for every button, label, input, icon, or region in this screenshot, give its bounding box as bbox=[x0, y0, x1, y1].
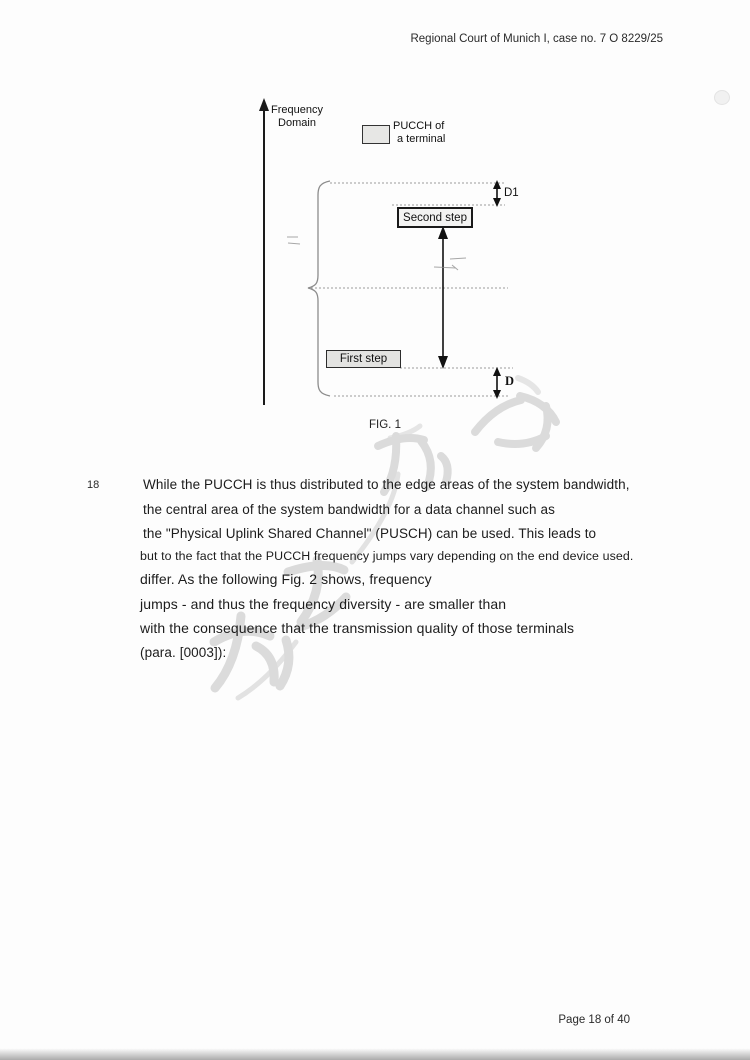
figure-1 bbox=[0, 95, 750, 445]
figure-caption: FIG. 1 bbox=[369, 419, 401, 431]
d1-label: D1 bbox=[504, 187, 519, 199]
paragraph-number: 18 bbox=[87, 479, 100, 491]
pucch-legend-swatch bbox=[362, 125, 390, 144]
axis-title-line1: Frequency bbox=[271, 104, 323, 116]
frequency-jump-arrow bbox=[438, 226, 448, 369]
paragraph-line: While the PUCCH is thus distributed to the edge areas of the system bandwidth, bbox=[143, 477, 630, 492]
page-indicator: Page 18 of 40 bbox=[558, 1014, 630, 1026]
tiny-annotation-arrow bbox=[434, 258, 466, 270]
paragraph-line: but to the fact that the PUCCH frequency jumps vary depending on the end device used. bbox=[140, 549, 634, 563]
legend-label-line1: PUCCH of bbox=[393, 120, 445, 132]
legend-label-line2: a terminal bbox=[397, 132, 446, 145]
first-step-box: First step bbox=[326, 350, 401, 368]
axis-title-line2: Domain bbox=[278, 116, 316, 129]
d-distance-arrow bbox=[493, 367, 501, 399]
paragraph-line: the "Physical Uplink Shared Channel" (PUSCH) can be used. This leads to bbox=[143, 526, 597, 541]
tiny-annotation-brace bbox=[287, 237, 300, 244]
second-step-box: Second step bbox=[397, 207, 473, 228]
paragraph-line: jumps - and thus the frequency diversity - are smaller than bbox=[140, 596, 507, 612]
case-reference: Regional Court of Munich I, case no. 7 O 8229/25 bbox=[410, 33, 663, 45]
axis-title bbox=[266, 104, 328, 129]
d1-distance-arrow bbox=[493, 180, 501, 207]
pucch-legend-label bbox=[393, 120, 445, 145]
paragraph-line: (para. [0003]): bbox=[140, 645, 227, 660]
paragraph-line: with the consequence that the transmission quality of those terminals bbox=[140, 620, 575, 636]
figure-1-drawing bbox=[0, 95, 750, 445]
d-label: D bbox=[505, 374, 515, 388]
paragraph-line: differ. As the following Fig. 2 shows, frequency bbox=[140, 571, 432, 587]
paragraph-line: the central area of the system bandwidth for a data channel such as bbox=[143, 502, 555, 517]
